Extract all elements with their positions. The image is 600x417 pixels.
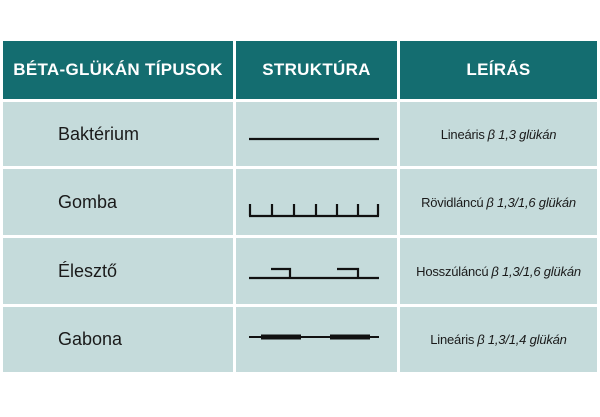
description-prefix: Lineáris <box>430 332 475 347</box>
header-structure: STRUKTÚRA <box>236 41 397 99</box>
short-branch-chain-icon <box>236 169 397 235</box>
row-fungus-description <box>400 169 597 235</box>
description-prefix: Rövidláncú <box>421 194 484 210</box>
row-grain-type: Gabona <box>3 307 233 372</box>
row-fungus-structure <box>236 169 397 235</box>
linear-chain-icon <box>236 102 397 166</box>
row-bacterium-structure <box>236 102 397 166</box>
description-glucan: β 1,3/1,6 glükán <box>491 263 581 279</box>
row-grain-structure <box>236 307 397 372</box>
row-grain-description <box>400 307 597 372</box>
row-fungus-type: Gomba <box>3 169 233 235</box>
row-yeast-description <box>400 238 597 304</box>
row-yeast-structure <box>236 238 397 304</box>
row-bacterium-description <box>400 102 597 166</box>
description-glucan: β 1,3/1,4 glükán <box>477 332 567 347</box>
description-prefix: Hosszúláncú <box>416 263 489 279</box>
beta-glucan-table <box>3 41 597 372</box>
header-description: LEÍRÁS <box>400 41 597 99</box>
header-types: BÉTA-GLÜKÁN TÍPUSOK <box>3 41 233 99</box>
long-branch-chain-icon <box>236 238 397 304</box>
description-prefix: Lineáris <box>440 126 485 142</box>
row-bacterium-type: Baktérium <box>3 102 233 166</box>
row-yeast-type: Élesztő <box>3 238 233 304</box>
mixed-linkage-chain-icon <box>236 307 397 372</box>
description-glucan: β 1,3/1,6 glükán <box>486 194 576 210</box>
description-glucan: β 1,3 glükán <box>487 126 557 142</box>
